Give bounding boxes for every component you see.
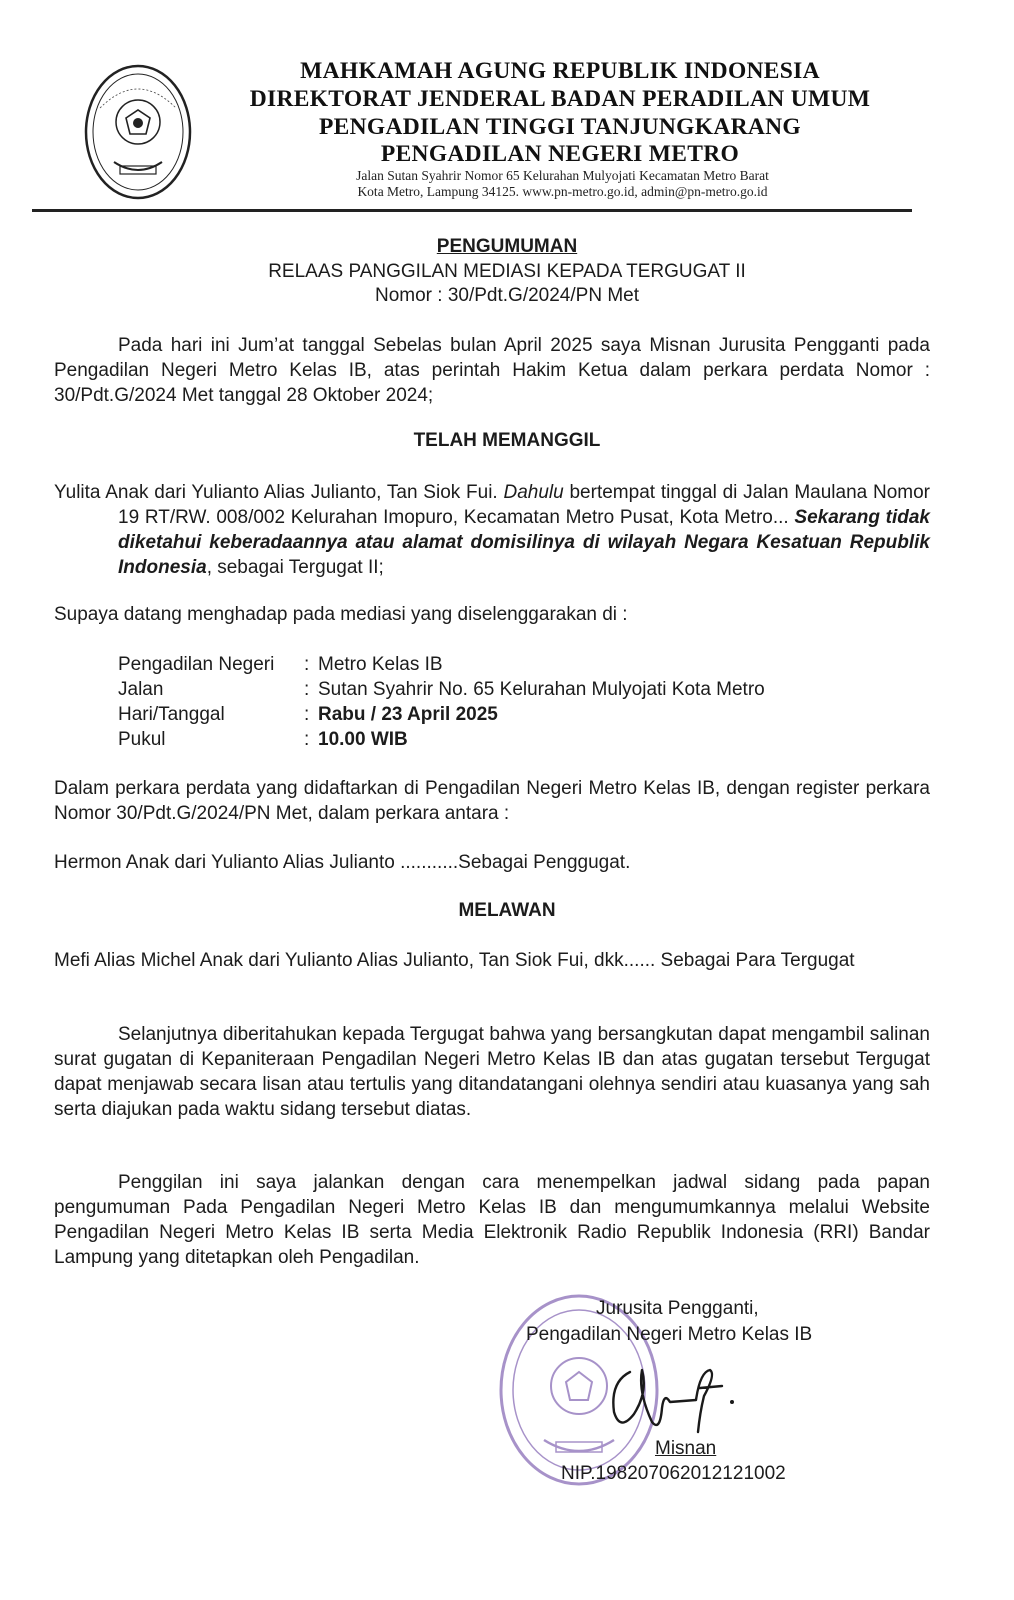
notice-paragraph: Selanjutnya diberitahukan kepada Tergugat bahwa yang bersangkutan dapat mengambil salinan surat gugatan di Kepaniteraan Pengadilan Negeri Metro Kelas IB dan atas gugatan tersebut Tergugat dapat menjawab secara lisan atau tertulis yang ditandatangani olehnya sendiri atau kuasanya yang sah serta diajukan pada waktu sidang tersebut diatas. xyxy=(54,1024,930,1120)
summoned-status: Sekarang tidak diketahui keberadaannya atau alamat domisilinya di wilayah Negara Kesatuan Republik Indonesia xyxy=(118,507,930,578)
document-number: Nomor : 30/Pdt.G/2024/PN Met xyxy=(374,285,639,306)
letterhead-divider xyxy=(32,209,912,212)
letterhead-line-4: PENGADILAN NEGERI METRO xyxy=(380,141,740,167)
closing-paragraph: Penggilan ini saya jalankan dengan cara menempelkan jadwal sidang pada papan pengumuman Pada Pengadilan Negeri Metro Kelas IB dan mengumumkannya melalui Website Pengadilan Negeri Metro Kelas IB serta Media Elektronik Radio Republik Indonesia (RRI) Bandar Lampung yang ditetapkan oleh Pengadilan. xyxy=(54,1172,930,1268)
plaintiff-line: Hermon Anak dari Yulianto Alias Julianto ...........Sebagai Penggugat. xyxy=(54,852,631,873)
case-paragraph: Dalam perkara perdata yang didaftarkan di Pengadilan Negeri Metro Kelas IB, dengan register perkara Nomor 30/Pdt.G/2024/PN Met, dalam perkara antara : xyxy=(54,778,930,824)
intro-paragraph: Pada hari ini Jum’at tanggal Sebelas bulan April 2025 saya Misnan Jurusita Pengganti pada Pengadilan Negeri Metro Kelas IB, atas perintah Hakim Ketua dalam perkara perdata Nomor : 30/Pdt.G/2024 Met tanggal 28 Oktober 2024; xyxy=(54,335,930,406)
document-title: PENGUMUMAN xyxy=(436,236,578,257)
summoned-name: Yulita Anak dari Yulianto Alias Julianto, Tan Siok Fui. xyxy=(54,482,504,503)
detail-value: Sutan Syahrir No. 65 Kelurahan Mulyojati Kota Metro xyxy=(318,679,765,700)
detail-value: Rabu / 23 April 2025 xyxy=(318,704,498,725)
letterhead-address-2: Kota Metro, Lampung 34125. www.pn-metro.go.id, admin@pn-metro.go.id xyxy=(357,184,768,199)
versus-heading: MELAWAN xyxy=(458,900,556,921)
signature-name: Misnan xyxy=(655,1438,717,1459)
detail-value: 10.00 WIB xyxy=(318,729,408,750)
detail-row: Jalan : Sutan Syahrir No. 65 Kelurahan Mulyojati Kota Metro xyxy=(118,679,765,700)
invite-line: Supaya datang menghadap pada mediasi yang diselenggarakan di : xyxy=(54,604,628,625)
letterhead-line-3: PENGADILAN TINGGI TANJUNGKARANG xyxy=(319,114,801,140)
letterhead-line-1: MAHKAMAH AGUNG REPUBLIK INDONESIA xyxy=(300,58,820,84)
letterhead-line-2: DIREKTORAT JENDERAL BADAN PERADILAN UMUM xyxy=(249,86,871,112)
detail-value: Metro Kelas IB xyxy=(318,654,443,675)
summoned-address: bertempat tinggal di Jalan Maulana Nomor 19 RT/RW. 008/002 Kelurahan Imopuro, Kecamatan Metro Pusat, Kota Metro... xyxy=(118,482,931,528)
detail-key: Hari/Tanggal xyxy=(118,704,225,725)
handwritten-signature xyxy=(600,1352,750,1442)
summoned-role: , sebagai Tergugat II; xyxy=(206,557,384,578)
detail-row: Pukul : 10.00 WIB xyxy=(118,729,408,750)
detail-key: Pukul xyxy=(118,729,166,750)
signature-role: Jurusita Pengganti, xyxy=(596,1298,759,1319)
summoned-paragraph xyxy=(54,480,930,580)
letterhead-address-1: Jalan Sutan Syahrir Nomor 65 Kelurahan Mulyojati Kecamatan Metro Barat xyxy=(356,168,769,183)
summoned-dahulu: Dahulu xyxy=(503,482,564,503)
detail-key: Pengadilan Negeri xyxy=(118,654,275,675)
document-subtitle: RELAAS PANGGILAN MEDIASI KEPADA TERGUGAT II xyxy=(268,261,746,282)
signature-nip: NIP.198207062012121002 xyxy=(561,1463,786,1484)
summoned-heading: TELAH MEMANGGIL xyxy=(413,430,601,451)
detail-row: Pengadilan Negeri : Metro Kelas IB xyxy=(118,654,443,675)
detail-key: Jalan xyxy=(118,679,164,700)
detail-row: Hari/Tanggal : Rabu / 23 April 2025 xyxy=(118,704,498,725)
court-logo xyxy=(80,58,200,206)
defendants-paragraph: Mefi Alias Michel Anak dari Yulianto Alias Julianto, Tan Siok Fui, dkk...... Sebagai Para Tergugat xyxy=(54,950,855,971)
signature-office: Pengadilan Negeri Metro Kelas IB xyxy=(526,1324,813,1345)
